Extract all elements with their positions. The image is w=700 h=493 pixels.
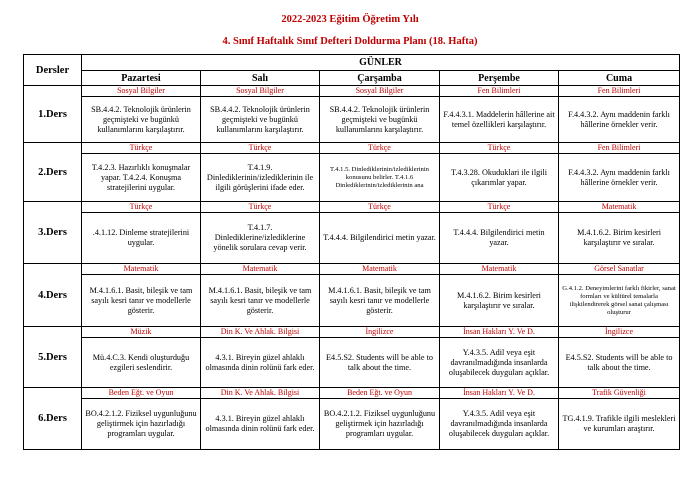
- objective-text-span: M.4.1.6.2. Birim kesirleri karşılaştırır ve sıralar.: [457, 290, 541, 310]
- lesson-cell: [559, 264, 680, 327]
- subject-name: Beden Eğt. ve Oyun: [82, 388, 200, 399]
- header-day-2: Çarşamba: [320, 71, 440, 86]
- lesson-cell: [201, 388, 320, 450]
- lesson-cell: [320, 202, 440, 264]
- lesson-cell: [440, 388, 559, 450]
- subject-name: Matematik: [440, 264, 558, 275]
- objective-text-span: M.4.1.6.2. Birim kesirleri karşılaştırır ve sıralar.: [577, 228, 661, 247]
- subject-name: Matematik: [320, 264, 439, 275]
- objective-text-span: T.4.2.3. Hazırlıklı konuşmalar yapar. T.4.2.4. Konuşma stratejilerini uygular.: [91, 162, 191, 192]
- subject-name: Din K. Ve Ahlak. Bilgisi: [201, 388, 319, 399]
- subject-name: Sosyal Bilgiler: [201, 86, 319, 97]
- subject-name: Fen Bilimleri: [440, 86, 558, 97]
- objective-text: [201, 275, 319, 326]
- subject-name: Fen Bilimleri: [559, 143, 679, 154]
- objective-text: [320, 338, 439, 387]
- objective-text: [201, 399, 319, 449]
- lesson-cell: [559, 202, 680, 264]
- objective-text: [559, 213, 679, 263]
- subject-name: Din K. Ve Ahlak. Bilgisi: [201, 327, 319, 338]
- lesson-label: 3.Ders: [24, 202, 82, 264]
- objective-text: [440, 399, 558, 449]
- objective-text-span: BO.4.2.1.2. Fiziksel uygunluğunu geliştirmek için hazırladığı programları uygular.: [323, 409, 436, 438]
- lesson-cell: [201, 327, 320, 388]
- lesson-cell: [201, 264, 320, 327]
- objective-text: [440, 213, 558, 263]
- objective-text-span: .4.1.12. Dinleme stratejilerini uygular.: [92, 228, 190, 247]
- header-day-4: Cuma: [559, 71, 680, 86]
- objective-text: [201, 338, 319, 387]
- objective-text-span: Mü.4.C.3. Kendi oluşturduğu ezgileri seslendirir.: [92, 352, 190, 372]
- header-gunler: GÜNLER: [82, 55, 680, 71]
- weekly-plan-table: [23, 54, 680, 450]
- objective-text-span: Y.4.3.5. Adil veya eşit davranılmadığında insanlarda oluşabilecek duyguları açıklar.: [448, 409, 550, 438]
- lesson-cell: [201, 86, 320, 143]
- objective-text: [559, 154, 679, 201]
- title-plan: 4. Sınıf Haftalık Sınıf Defteri Doldurma Planı (18. Hafta): [222, 36, 478, 47]
- subject-name: İngilizce: [320, 327, 439, 338]
- objective-text: [320, 399, 439, 449]
- objective-text-span: T.4.1.9. Dinlediklerinin/izlediklerinin ile ilgili görüşlerini ifade eder.: [206, 162, 314, 192]
- subject-name: Müzik: [82, 327, 200, 338]
- lesson-cell: [440, 264, 559, 327]
- objective-text-span: T.4.1.5. Dinlediklerinin/izlediklerinin konusunu belirler. T.4.1.6 Dinlediklerinin/izlediklerinin ana: [330, 165, 429, 189]
- objective-text-span: F.4.4.3.2. Aynı maddenin farklı hâllerine örnekler verir.: [568, 109, 670, 129]
- objective-text-span: E4.5.S2. Students will be able to talk about the time.: [326, 352, 433, 372]
- objective-text-span: T.4.3.28. Okuduklari ile ilgili çıkarımlar yapar.: [450, 167, 548, 187]
- objective-text-span: F.4.4.3.2. Aynı maddenin farklı hâllerine örnekler verir.: [568, 167, 670, 187]
- objective-text: [201, 154, 319, 201]
- objective-text: [320, 275, 439, 326]
- lesson-cell: [440, 143, 559, 202]
- objective-text-span: SB.4.4.2. Teknolojik ürünlerin geçmişteki ve bugünkü kullanımlarını karşılaştırır.: [329, 104, 430, 134]
- lesson-cell: [320, 264, 440, 327]
- objective-text: [320, 154, 439, 201]
- objective-text: [559, 97, 679, 142]
- subject-name: Sosyal Bilgiler: [320, 86, 439, 97]
- lesson-label: 1.Ders: [24, 86, 82, 143]
- objective-text: [559, 338, 679, 387]
- subject-name: Görsel Sanatlar: [559, 264, 679, 275]
- lesson-cell: [559, 86, 680, 143]
- objective-text: [201, 97, 319, 142]
- lesson-cell: [201, 202, 320, 264]
- subject-name: Türkçe: [440, 143, 558, 154]
- objective-text: [440, 338, 558, 387]
- subject-name: Türkçe: [82, 143, 200, 154]
- objective-text-span: M.4.1.6.1. Basit, bileşik ve tam sayılı kesri tanır ve modellerle gösterir.: [208, 285, 312, 315]
- subject-name: Sosyal Bilgiler: [82, 86, 200, 97]
- subject-name: İnsan Hakları Y. Ve D.: [440, 327, 558, 338]
- lesson-label: 5.Ders: [24, 327, 82, 388]
- header-day-3: Perşembe: [440, 71, 559, 86]
- objective-text-span: SB.4.4.2. Teknolojik ürünlerin geçmişteki ve bugünkü kullanımlarını karşılaştırır.: [210, 104, 310, 134]
- objective-text: [82, 213, 200, 263]
- lesson-row: [24, 327, 680, 388]
- objective-text: [82, 275, 200, 326]
- objective-text-span: M.4.1.6.1. Basit, bileşik ve tam sayılı kesri tanır ve modellerle gösterir.: [328, 285, 431, 315]
- objective-text: [82, 338, 200, 387]
- lesson-cell: [82, 143, 201, 202]
- lesson-cell: [559, 388, 680, 450]
- objective-text: [82, 97, 200, 142]
- lesson-cell: [320, 388, 440, 450]
- lesson-row: [24, 264, 680, 327]
- lesson-label: 2.Ders: [24, 143, 82, 202]
- title-year: 2022-2023 Eğitim Öğretim Yılı: [281, 14, 419, 25]
- lesson-cell: [82, 86, 201, 143]
- objective-text-span: SB.4.4.2. Teknolojik ürünlerin geçmişteki ve bugünkü kullanımlarını karşılaştırır.: [91, 104, 191, 134]
- lesson-row: [24, 202, 680, 264]
- subject-name: Matematik: [559, 202, 679, 213]
- objective-text-span: F.4.4.3.1. Maddelerin hâllerine ait temel özellikleri karşılaştırır.: [443, 109, 555, 129]
- lesson-label: 6.Ders: [24, 388, 82, 450]
- lesson-cell: [82, 327, 201, 388]
- lesson-cell: [320, 327, 440, 388]
- objective-text: [440, 275, 558, 326]
- document-header: [0, 0, 700, 48]
- lesson-cell: [320, 143, 440, 202]
- objective-text-span: E4.5.S2. Students will be able to talk about the time.: [565, 352, 673, 372]
- objective-text-span: T.4.4.4. Bilgilendirici metin yazar.: [323, 233, 436, 242]
- subject-name: Fen Bilimleri: [559, 86, 679, 97]
- subject-name: Matematik: [82, 264, 200, 275]
- objective-text-span: Y.4.3.5. Adil veya eşit davranılmadığında insanlarda oluşabilecek duyguları açıklar.: [448, 347, 550, 377]
- objective-text-span: T.4.1.7. Dinlediklerine/izlediklerine yönelik sorulara cevap verir.: [213, 223, 307, 252]
- objective-text: [559, 399, 679, 449]
- subject-name: Türkçe: [320, 143, 439, 154]
- subject-name: İngilizce: [559, 327, 679, 338]
- lesson-cell: [559, 327, 680, 388]
- subject-name: Türkçe: [201, 143, 319, 154]
- lesson-row: [24, 143, 680, 202]
- objective-text-span: 4.3.1. Bireyin güzel ahlaklı olmasında dinin rolünü fark eder.: [205, 352, 315, 372]
- objective-text: [82, 399, 200, 449]
- subject-name: Türkçe: [440, 202, 558, 213]
- lesson-cell: [440, 202, 559, 264]
- lesson-cell: [440, 86, 559, 143]
- lesson-cell: [82, 264, 201, 327]
- lesson-cell: [82, 388, 201, 450]
- objective-text: [201, 213, 319, 263]
- objective-text-span: BO.4.2.1.2. Fiziksel uygunluğunu geliştirmek için hazırladığı programları uygular.: [85, 409, 197, 438]
- lesson-cell: [82, 202, 201, 264]
- header-dersler: Dersler: [24, 55, 82, 86]
- objective-text-span: TG.4.1.9. Trafikle ilgili meslekleri ve kurumları araştırır.: [562, 414, 676, 433]
- subject-name: Türkçe: [320, 202, 439, 213]
- objective-text-span: G.4.1.2. Deneyimlerini farklı fikirler, sanat formları ve kültürel temalarla ilişkilendirerek görsel sanat çalışması oluşturur: [562, 284, 676, 316]
- lesson-cell: [559, 143, 680, 202]
- subject-name: Türkçe: [201, 202, 319, 213]
- subject-name: Trafik Güvenliği: [559, 388, 679, 399]
- subject-name: Matematik: [201, 264, 319, 275]
- lesson-row: [24, 388, 680, 450]
- objective-text-span: 4.3.1. Bireyin güzel ahlaklı olmasında dinin rolünü fark eder.: [205, 414, 315, 433]
- objective-text: [440, 97, 558, 142]
- lesson-label: 4.Ders: [24, 264, 82, 327]
- objective-text-span: M.4.1.6.1. Basit, bileşik ve tam sayılı kesri tanır ve modellerle gösterir.: [89, 285, 193, 315]
- objective-text-span: T.4.4.4. Bilgilendirici metin yazar.: [453, 228, 545, 247]
- objective-text: [559, 275, 679, 326]
- subject-name: Türkçe: [82, 202, 200, 213]
- lesson-cell: [320, 86, 440, 143]
- objective-text: [320, 97, 439, 142]
- header-day-0: Pazartesi: [82, 71, 201, 86]
- objective-text: [440, 154, 558, 201]
- subject-name: İnsan Hakları Y. Ve D.: [440, 388, 558, 399]
- subject-name: Beden Eğt. ve Oyun: [320, 388, 439, 399]
- objective-text: [82, 154, 200, 201]
- objective-text: [320, 213, 439, 263]
- lesson-row: [24, 86, 680, 143]
- header-day-1: Salı: [201, 71, 320, 86]
- lesson-cell: [201, 143, 320, 202]
- lesson-cell: [440, 327, 559, 388]
